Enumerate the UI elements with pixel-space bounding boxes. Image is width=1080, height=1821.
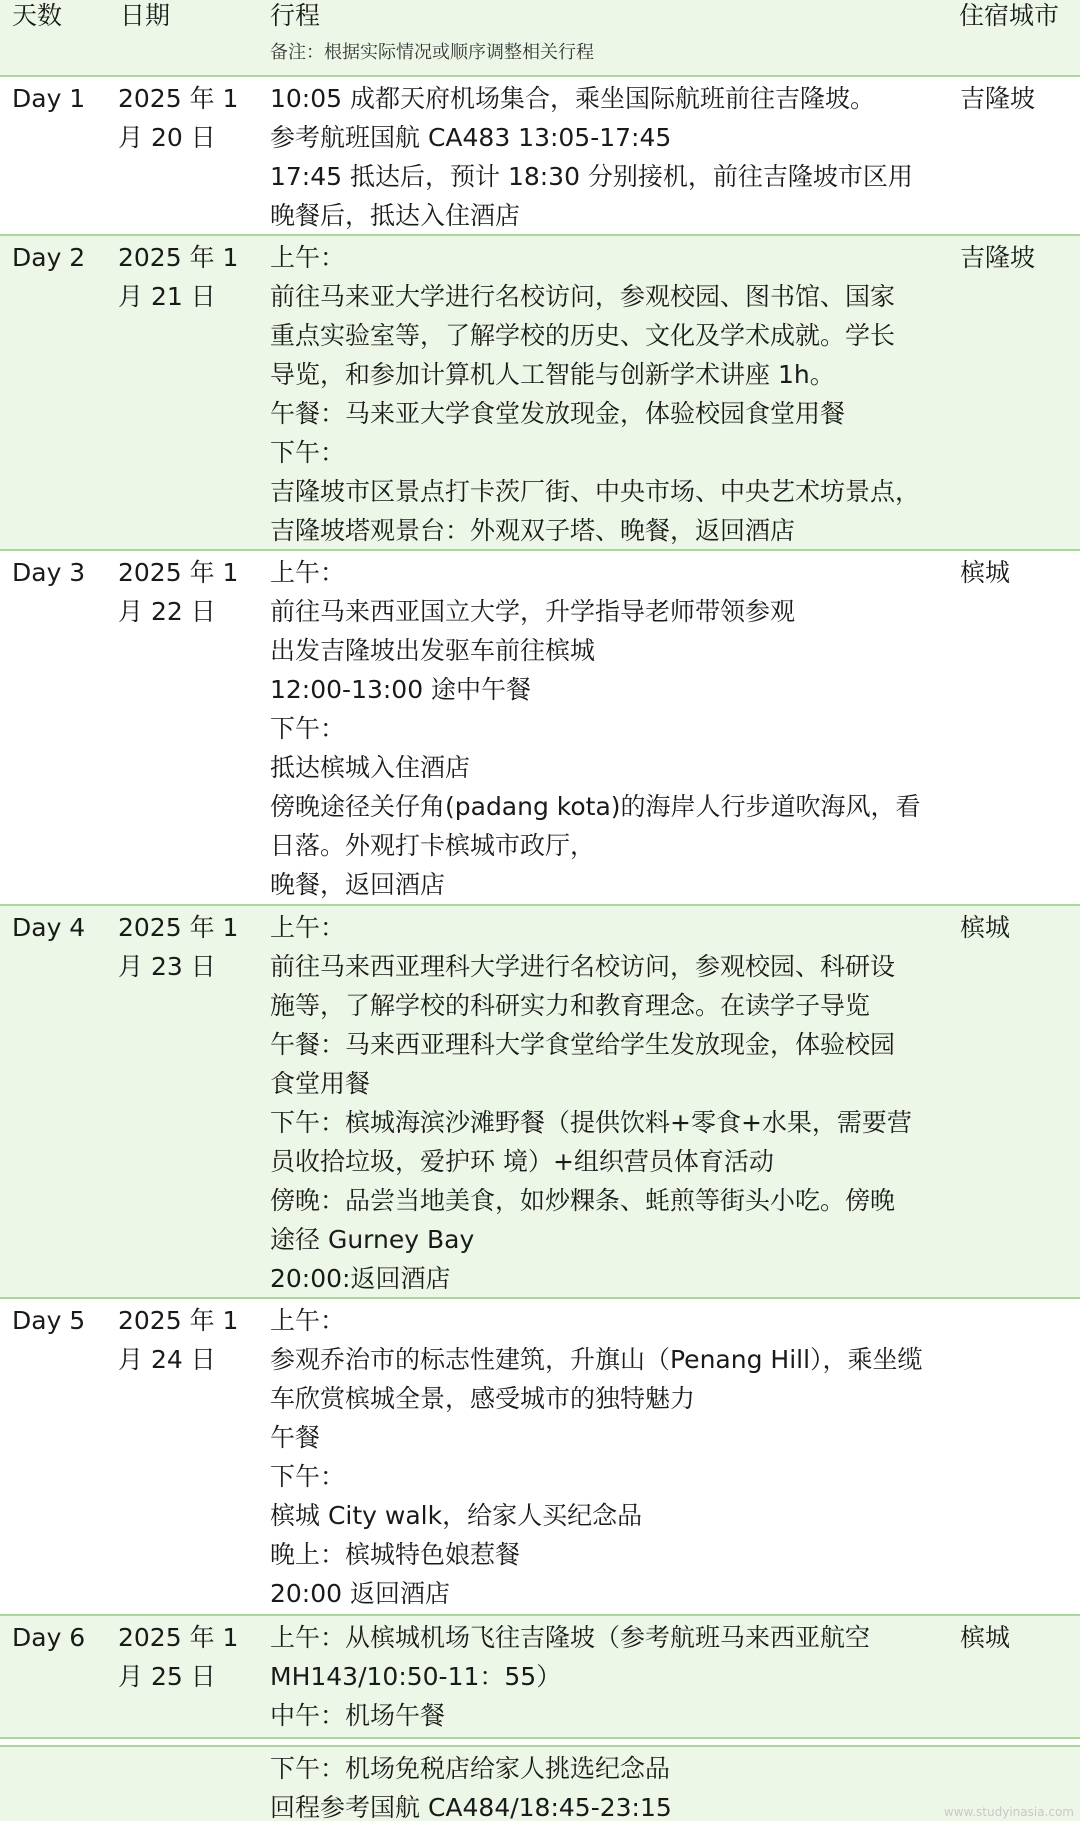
date-cell <box>108 908 270 1297</box>
date-line: 月 25 日 <box>118 1662 216 1691</box>
header-note: 备注：根据实际情况或顺序调整相关行程 <box>270 42 594 63</box>
date-line: 2025 年 1 <box>118 243 239 272</box>
plan-line: 出发吉隆坡出发驱车前往槟城 <box>270 636 596 665</box>
plan-line: 晚餐后，抵达入住酒店 <box>270 201 521 230</box>
plan-line: 12:00-13:00 途中午餐 <box>270 675 532 704</box>
plan-line: 槟城 City walk，给家人买纪念品 <box>270 1501 643 1530</box>
plan-cell <box>270 238 960 549</box>
plan-cell <box>270 1749 960 1821</box>
city-cell: 吉隆坡 <box>960 84 1036 113</box>
plan-line: 前往马来亚大学进行名校访问，参观校园、图书馆、国家 <box>270 282 896 311</box>
date-cell <box>108 1749 270 1821</box>
plan-line: 下午： <box>270 438 346 467</box>
header-plan-cell <box>270 0 960 75</box>
plan-line: 上午： <box>270 558 346 587</box>
plan-line: 下午：槟城海滨沙滩野餐（提供饮料+零食+水果，需要营 <box>270 1108 912 1137</box>
plan-line: 参观乔治市的标志性建筑，升旗山（Penang Hill），乘坐缆 <box>270 1345 923 1374</box>
plan-line: 前往马来西亚理科大学进行名校访问，参观校园、科研设 <box>270 952 896 981</box>
plan-line: 抵达槟城入住酒店 <box>270 753 471 782</box>
day-cell: Day 1 <box>12 84 86 113</box>
date-line: 2025 年 1 <box>118 1623 239 1652</box>
plan-line: 日落。外观打卡槟城市政厅， <box>270 831 596 860</box>
city-cell: 槟城 <box>960 558 1011 587</box>
date-cell <box>108 238 270 549</box>
plan-line: 导览，和参加计算机人工智能与创新学术讲座 1h。 <box>270 360 835 389</box>
date-cell <box>108 79 270 234</box>
plan-line: 上午： <box>270 1306 346 1335</box>
plan-line: 午餐：马来亚大学食堂发放现金，体验校园食堂用餐 <box>270 399 846 428</box>
plan-line: 中午：机场午餐 <box>270 1701 446 1730</box>
date-line: 2025 年 1 <box>118 84 239 113</box>
plan-line: 吉隆坡塔观景台：外观双子塔、晚餐，返回酒店 <box>270 516 796 545</box>
table-row <box>0 551 1080 906</box>
plan-line: 员收拾垃圾，爱护环 境）+组织营员体育活动 <box>270 1147 774 1176</box>
day-cell: Day 4 <box>12 913 86 942</box>
plan-line: 吉隆坡市区景点打卡茨厂街、中央市场、中央艺术坊景点， <box>270 477 921 506</box>
city-cell: 槟城 <box>960 1623 1011 1652</box>
plan-line: 晚上：槟城特色娘惹餐 <box>270 1540 521 1569</box>
plan-line: 傍晚途径关仔角(padang kota)的海岸人行步道吹海风，看 <box>270 792 921 821</box>
plan-line: 食堂用餐 <box>270 1069 371 1098</box>
table-row <box>0 1299 1080 1616</box>
plan-line: 傍晚：品尝当地美食，如炒粿条、蚝煎等街头小吃。傍晚 <box>270 1186 896 1215</box>
date-cell <box>108 553 270 904</box>
table-row <box>0 906 1080 1299</box>
table-row <box>0 77 1080 236</box>
date-line: 月 20 日 <box>118 123 216 152</box>
date-line: 月 21 日 <box>118 282 216 311</box>
city-cell <box>960 1301 1080 1614</box>
plan-cell <box>270 1618 960 1737</box>
date-line: 2025 年 1 <box>118 558 239 587</box>
date-line: 月 22 日 <box>118 597 216 626</box>
plan-line: 上午：从槟城机场飞往吉隆坡（参考航班马来西亚航空 <box>270 1623 871 1652</box>
header-day: 天数 <box>12 1 63 30</box>
day-cell: Day 6 <box>12 1623 86 1652</box>
header-plan: 行程 <box>270 1 321 30</box>
plan-line: 上午： <box>270 243 346 272</box>
city-cell: 吉隆坡 <box>960 243 1036 272</box>
table-row <box>0 1616 1080 1737</box>
plan-cell <box>270 553 960 904</box>
divider <box>0 1739 1080 1747</box>
plan-line: 20:00 返回酒店 <box>270 1579 450 1608</box>
city-cell: 槟城 <box>960 913 1011 942</box>
day-cell: Day 2 <box>12 243 86 272</box>
plan-line: 下午：机场免税店给家人挑选纪念品 <box>270 1754 671 1783</box>
header-city: 住宿城市 <box>959 1 1060 30</box>
plan-cell <box>270 908 960 1297</box>
plan-line: 参考航班国航 CA483 13:05-17:45 <box>270 123 672 152</box>
date-cell <box>108 1301 270 1614</box>
plan-line: 10:05 成都天府机场集合，乘坐国际航班前往吉隆坡。 <box>270 84 875 113</box>
watermark: www.studyinasia.com <box>943 1805 1074 1819</box>
plan-line: 17:45 抵达后，预计 18:30 分别接机，前往吉隆坡市区用 <box>270 162 913 191</box>
date-line: 月 24 日 <box>118 1345 216 1374</box>
day-cell: Day 5 <box>12 1306 86 1335</box>
plan-line: 途径 Gurney Bay <box>270 1225 475 1254</box>
plan-line: 晚餐，返回酒店 <box>270 870 446 899</box>
plan-line: 前往马来西亚国立大学，升学指导老师带领参观 <box>270 597 796 626</box>
plan-line: 上午： <box>270 913 346 942</box>
day-cell: Day 3 <box>12 558 86 587</box>
plan-line: 午餐 <box>270 1423 321 1452</box>
date-line: 2025 年 1 <box>118 1306 239 1335</box>
plan-line: 施等，了解学校的科研实力和教育理念。在读学子导览 <box>270 991 871 1020</box>
table-row <box>0 236 1080 551</box>
date-line: 2025 年 1 <box>118 913 239 942</box>
plan-cell <box>270 79 960 234</box>
plan-line: 车欣赏槟城全景，感受城市的独特魅力 <box>270 1384 696 1413</box>
table-header <box>0 0 1080 77</box>
table-row <box>0 1747 1080 1821</box>
header-date: 日期 <box>120 1 171 30</box>
date-cell <box>108 1618 270 1737</box>
plan-line: 下午： <box>270 714 346 743</box>
date-line <box>118 1749 270 1788</box>
plan-line: 20:00:返回酒店 <box>270 1264 451 1293</box>
plan-line: 午餐：马来西亚理科大学食堂给学生发放现金，体验校园 <box>270 1030 896 1059</box>
date-line: 月 23 日 <box>118 952 216 981</box>
plan-cell <box>270 1301 960 1614</box>
plan-line: 回程参考国航 CA484/18:45-23:15 <box>270 1793 672 1821</box>
plan-line: MH143/10:50-11：55） <box>270 1662 562 1691</box>
plan-line: 重点实验室等，了解学校的历史、文化及学术成就。学长 <box>270 321 896 350</box>
day-cell <box>0 1749 108 1821</box>
plan-line: 下午： <box>270 1462 346 1491</box>
